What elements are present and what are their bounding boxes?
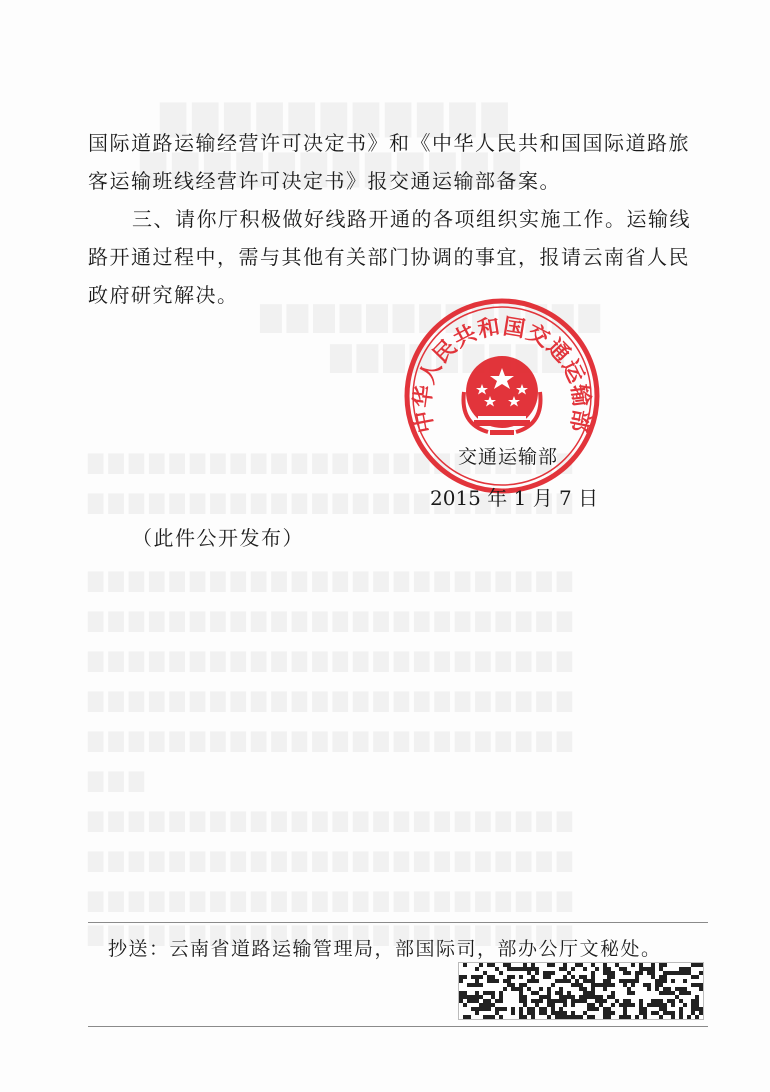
publication-note: （此件公开发布） — [132, 526, 304, 550]
cc-line: 抄送：云南省道路运输管理局，部国际司，部办公厅文秘处。 — [108, 938, 662, 960]
bleed-through — [88, 888, 577, 912]
bleed-through — [88, 728, 577, 752]
tracking-code-icon — [458, 962, 704, 1020]
signing-organization: 交通运输部 — [458, 446, 559, 468]
bleed-through — [88, 688, 577, 712]
cc-bottom-rule — [88, 1026, 708, 1027]
body-paragraph-item-3: 三、请你厅积极做好线路开通的各项组织实施工作。运输线路开通过程中，需与其他有关部门协调的事宜，报请云南省人民政府研究解决。 — [88, 207, 691, 307]
national-emblem-icon — [464, 356, 541, 435]
bleed-through — [88, 848, 577, 872]
bleed-through — [88, 608, 577, 632]
bleed-through — [88, 648, 577, 672]
body-paragraph-continuation: 国际道路运输经营许可决定书》和《中华人民共和国国际道路旅客运输班线经营许可决定书》报交通运输部备案。 — [88, 131, 690, 193]
cc-top-rule — [88, 922, 708, 923]
bleed-through — [88, 808, 577, 832]
signing-date: 2015 年 1 月 7 日 — [430, 486, 599, 510]
bleed-through — [88, 568, 577, 592]
seal-ring-text: 中华人民共和国交通运输部 — [410, 314, 594, 435]
bleed-through — [88, 768, 149, 792]
